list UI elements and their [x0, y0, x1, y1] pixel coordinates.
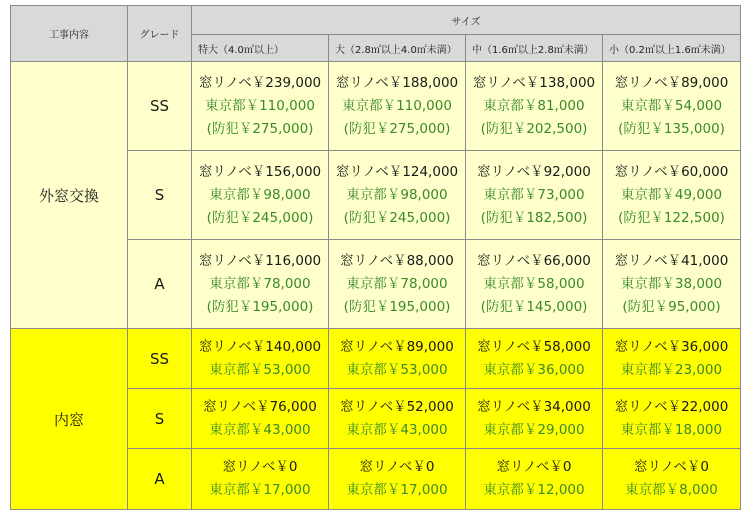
price-cell — [603, 151, 741, 240]
price-cell — [466, 449, 603, 510]
outer-row-ss — [11, 62, 741, 151]
tokyo-subsidy: 東京都￥43,000 — [346, 421, 448, 438]
security-price: (防犯￥95,000) — [622, 298, 721, 315]
header-work-type: 工事内容 — [11, 6, 128, 62]
security-price: (防犯￥135,000) — [618, 120, 725, 137]
inner-row-ss — [11, 329, 741, 389]
price-cell — [192, 449, 329, 510]
inner-category-label: 内窓 — [11, 329, 128, 510]
price-cell — [603, 62, 741, 151]
reno-price: 窓リノベ￥0 — [634, 459, 710, 475]
price-cell — [329, 151, 466, 240]
reno-price: 窓リノベ￥58,000 — [477, 338, 591, 355]
outer-category-label: 外窓交換 — [11, 62, 128, 329]
reno-price: 窓リノベ￥60,000 — [614, 163, 729, 180]
tokyo-subsidy: 東京都￥53,000 — [209, 361, 311, 378]
tokyo-subsidy: 東京都￥98,000 — [346, 186, 448, 203]
reno-price: 窓リノベ￥76,000 — [203, 398, 317, 415]
price-cell — [192, 240, 329, 329]
price-cell — [603, 240, 741, 329]
price-cell — [603, 449, 741, 510]
security-price: (防犯￥202,500) — [480, 120, 588, 137]
reno-price: 窓リノベ￥34,000 — [477, 398, 591, 415]
reno-price: 窓リノベ￥89,000 — [340, 338, 454, 355]
price-cell — [466, 240, 603, 329]
reno-price: 窓リノベ￥66,000 — [477, 252, 591, 269]
tokyo-subsidy: 東京都￥54,000 — [620, 97, 723, 114]
price-cell — [192, 389, 329, 449]
reno-price: 窓リノベ￥138,000 — [472, 74, 596, 91]
tokyo-subsidy: 東京都￥38,000 — [620, 275, 723, 292]
reno-price: 窓リノベ￥22,000 — [614, 398, 729, 415]
reno-price: 窓リノベ￥188,000 — [335, 74, 459, 91]
tokyo-subsidy: 東京都￥49,000 — [620, 186, 723, 203]
tokyo-subsidy: 東京都￥73,000 — [483, 186, 585, 203]
price-cell — [603, 329, 741, 389]
grade-label: SS — [128, 329, 192, 389]
tokyo-subsidy: 東京都￥43,000 — [209, 421, 311, 438]
reno-price: 窓リノベ￥0 — [222, 459, 298, 475]
price-table — [10, 5, 741, 510]
security-price: (防犯￥275,000) — [206, 120, 314, 137]
security-price: (防犯￥245,000) — [206, 209, 314, 226]
security-price: (防犯￥122,500) — [618, 209, 725, 226]
reno-price: 窓リノベ￥52,000 — [340, 398, 454, 415]
price-cell — [329, 62, 466, 151]
security-price: (防犯￥195,000) — [206, 298, 314, 315]
price-cell — [329, 329, 466, 389]
tokyo-subsidy: 東京都￥17,000 — [346, 482, 448, 498]
reno-price: 窓リノベ￥88,000 — [340, 252, 454, 269]
price-cell — [603, 389, 741, 449]
grade-label: S — [128, 151, 192, 240]
header-size-l: 大（2.8㎡以上4.0㎡未満） — [329, 35, 466, 62]
tokyo-subsidy: 東京都￥53,000 — [346, 361, 448, 378]
tokyo-subsidy: 東京都￥8,000 — [625, 482, 718, 498]
header-grade: グレード — [128, 6, 192, 62]
grade-label: S — [128, 389, 192, 449]
header-size-s: 小（0.2㎡以上1.6㎡未満） — [603, 35, 741, 62]
reno-price: 窓リノベ￥124,000 — [335, 163, 459, 180]
price-cell — [466, 389, 603, 449]
price-cell — [466, 62, 603, 151]
header-size: サイズ — [192, 6, 741, 35]
reno-price: 窓リノベ￥89,000 — [614, 74, 729, 91]
tokyo-subsidy: 東京都￥29,000 — [483, 421, 585, 438]
price-cell — [329, 449, 466, 510]
price-cell — [192, 151, 329, 240]
grade-label: A — [128, 240, 192, 329]
price-cell — [329, 240, 466, 329]
tokyo-subsidy: 東京都￥110,000 — [342, 97, 452, 114]
price-cell — [192, 62, 329, 151]
security-price: (防犯￥245,000) — [343, 209, 451, 226]
reno-price: 窓リノベ￥239,000 — [198, 74, 322, 91]
header-size-m: 中（1.6㎡以上2.8㎡未満） — [466, 35, 603, 62]
reno-price: 窓リノベ￥0 — [496, 459, 572, 475]
reno-price: 窓リノベ￥140,000 — [198, 338, 322, 355]
price-cell — [466, 151, 603, 240]
reno-price: 窓リノベ￥156,000 — [198, 163, 322, 180]
tokyo-subsidy: 東京都￥36,000 — [483, 361, 585, 378]
tokyo-subsidy: 東京都￥17,000 — [209, 482, 311, 498]
tokyo-subsidy: 東京都￥81,000 — [483, 97, 585, 114]
tokyo-subsidy: 東京都￥18,000 — [620, 421, 723, 438]
reno-price: 窓リノベ￥116,000 — [198, 252, 322, 269]
security-price: (防犯￥145,000) — [480, 298, 588, 315]
price-cell — [192, 329, 329, 389]
price-cell — [466, 329, 603, 389]
reno-price: 窓リノベ￥92,000 — [477, 163, 591, 180]
security-price: (防犯￥195,000) — [343, 298, 451, 315]
reno-price: 窓リノベ￥36,000 — [614, 338, 729, 355]
reno-price: 窓リノベ￥0 — [359, 459, 435, 475]
tokyo-subsidy: 東京都￥98,000 — [209, 186, 311, 203]
tokyo-subsidy: 東京都￥12,000 — [483, 482, 585, 498]
tokyo-subsidy: 東京都￥110,000 — [205, 97, 315, 114]
security-price: (防犯￥182,500) — [480, 209, 588, 226]
tokyo-subsidy: 東京都￥58,000 — [483, 275, 585, 292]
tokyo-subsidy: 東京都￥78,000 — [346, 275, 448, 292]
price-cell — [329, 389, 466, 449]
tokyo-subsidy: 東京都￥23,000 — [620, 361, 723, 378]
reno-price: 窓リノベ￥41,000 — [614, 252, 729, 269]
grade-label: A — [128, 449, 192, 510]
security-price: (防犯￥275,000) — [343, 120, 451, 137]
grade-label: SS — [128, 62, 192, 151]
header-size-xl: 特大（4.0㎡以上） — [192, 35, 329, 62]
tokyo-subsidy: 東京都￥78,000 — [209, 275, 311, 292]
